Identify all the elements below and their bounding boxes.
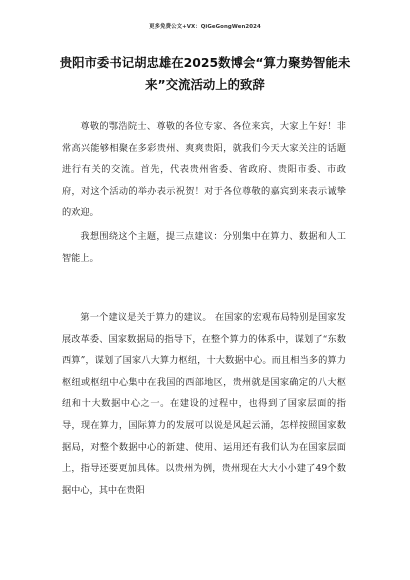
paragraph-suggestions: 我想围绕这个主题，提三点建议：分别集中在算力、数据和人工智能上。: [62, 231, 346, 264]
paragraph-computing-power: 第一个建议是关于算力的建议。 在国家的宏观布局特别是国家发展改革委、国家数据局的指导下，在整个算力的体系中，谋划了“东数西算”，谋划了国家八大算力枢纽，十大数据中心。而且相当多的算力枢纽或枢纽中心集中在我国的西部地区，贵州就是国家确定的八大枢纽和十大数据中心之一。在建设的过程中，也得到了国家层面的指导，现在算力，国际算力的发展可以说是风起云涌，怎样按照国家数据局，对整个数据中心的新建、使用、运用还有我们认为在国家层面上，指导还要更加具体。以贵州为例，贵州现在大大小小建了49个数据中心，其中在贵阳: [62, 312, 346, 496]
document-title: 贵阳市委书记胡忠雄在2025数博会“算力聚势智能未来”交流活动上的致辞: [59, 55, 351, 92]
page-header: 更多免费公文+VX：QiGeGongWen2024: [149, 24, 261, 30]
paragraph-greeting: 尊敬的鄂浩院士、尊敬的各位专家、各位来宾，大家上午好！非常高兴能够相聚在多彩贵州、爽爽贵阳，就我们今天大家关注的话题进行有关的交流。首先，代表贵州省委、省政府、贵阳市委、市政府，对这个活动的举办表示祝贺！对于各位尊敬的嘉宾到来表示诚挚的欢迎。: [62, 121, 346, 219]
